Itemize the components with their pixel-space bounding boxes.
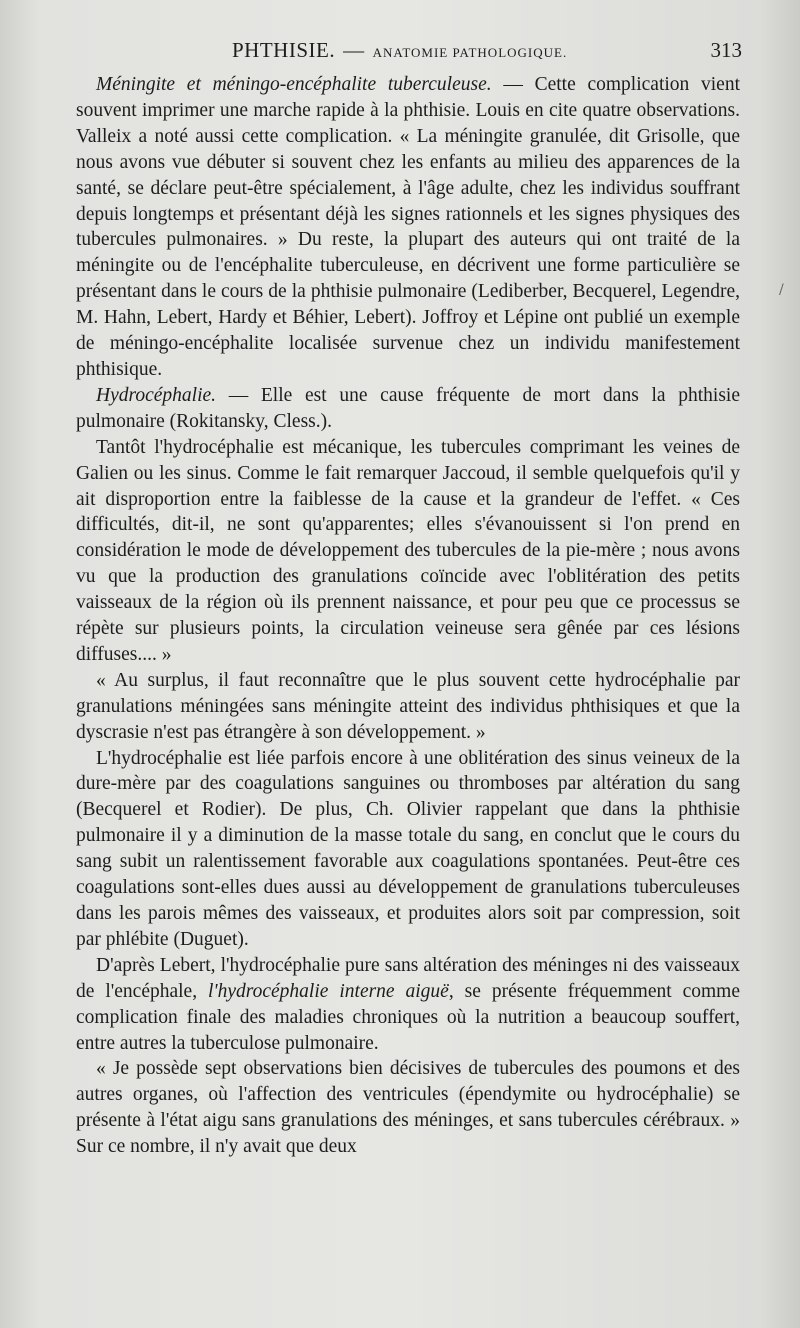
- paragraph: Tantôt l'hydrocéphalie est mécanique, les tubercules comprimant les veines de Galien ou les sinus. Comme le fait remarquer Jaccoud, il semble quelquefois qu'il y ait disproportion entre la faiblesse de la cause et la grandeur de l'effet. « Ces difficultés, dit-il, ne sont qu'apparentes; elles s'évanouissent si l'on prend en considération le mode de développement des tubercules de la pie-mère ; nous avons vu que la production des granulations coïncide avec l'oblitération des petits vaisseaux de la région où ils prennent naissance, et pour peu que ce processus se répète sur plusieurs points, la circulation veineuse sera gênée par ces lésions diffuses.... »: [76, 436, 740, 665]
- section-heading: Méningite et méningo-encéphalite tuberculeuse.: [96, 74, 492, 95]
- running-title: [232, 38, 567, 63]
- paragraph-meningite: [76, 72, 740, 383]
- paragraph-text: D'après Lebert, l'hydrocéphalie pure sans altération des méninges ni des vaisseaux de l'encéphale,: [76, 954, 740, 1002]
- paragraph-text: — Cette complication vient souvent imprimer une marche rapide à la phthisie. Louis en cite quatre observations. Valleix a noté aussi cette complication. « La méningite granulée, dit Grisolle, que nous avons vue débuter si souvent chez les enfants au milieu des apparences de la santé, se déclare peut-être spécialement, à l'âge adulte, chez les individus souffrant depuis longtemps et présentant déjà les signes rationnels et les signes physiques des tubercules pulmonaires. » Du reste, la plupart des auteurs qui ont traité de la méningite ou de l'encéphalite tuberculeuse, en décrivent une forme particulière se présentant dans le cours de la phthisie pulmonaire (Lediberber, Becquerel, Legendre, M. Hahn, Lebert, Hardy et Béhier, Lebert). Joffroy et Lépine ont publié un exemple de méningo-encéphalite localisée survenue chez un individu manifestement phthisique.: [76, 74, 741, 380]
- paragraph-text: — Elle est une cause fréquente de mort dans la phthisie pulmonaire (Rokitansky, Cless.).: [76, 384, 740, 432]
- section-heading: Hydrocéphalie.: [96, 384, 217, 406]
- header-subtitle: ANATOMIE PATHOLOGIQUE.: [372, 45, 568, 60]
- paragraph: « Je possède sept observations bien décisives de tubercules des poumons et des autres organes, où l'affection des ventricules (épendymite ou hydrocéphalie) se présente à l'état aigu sans granulations des méninges, et sans tubercules cérébraux. » Sur ce nombre, il n'y avait que deux: [76, 1058, 740, 1158]
- paragraph: « Au surplus, il faut reconnaître que le plus souvent cette hydrocéphalie par granulations méningées sans méningite atteint des individus phthisiques et que la dyscrasie n'est pas étrangère à son développement. »: [76, 669, 740, 743]
- header-separator: —: [343, 38, 365, 62]
- header-title: PHTHISIE.: [232, 38, 336, 62]
- paragraph-lebert: [76, 953, 740, 1057]
- page-number: 313: [710, 38, 742, 62]
- emphasis-term: l'hydrocéphalie interne aiguë: [208, 980, 449, 1002]
- paragraph: L'hydrocéphalie est liée parfois encore à une oblitération des sinus veineux de la dure-mère par des coagulations sanguines ou thromboses par altération du sang (Becquerel et Rodier). De plus, Ch. Olivier rappelant que dans la phthisie pulmonaire il y a diminution de la masse totale du sang, en conclut que le cours du sang subit un ralentissement favorable aux coagulations spontanées. Peut-être ces coagulations sont-elles dues aussi au développement de granulations tuberculeuses dans les parois mêmes des vaisseaux, et produites alors soit par compression, soit par phlébite (Duguet).: [76, 747, 740, 950]
- paragraph-hydrocephalie: [76, 383, 740, 435]
- body-text: [76, 72, 740, 1160]
- paragraph-text: , se présente fréquemment comme complication finale des maladies chroniques où la nutrition a beaucoup souffert, entre autres la tuberculose pulmonaire.: [76, 980, 740, 1054]
- running-header: [0, 38, 800, 68]
- margin-mark: /: [779, 282, 784, 298]
